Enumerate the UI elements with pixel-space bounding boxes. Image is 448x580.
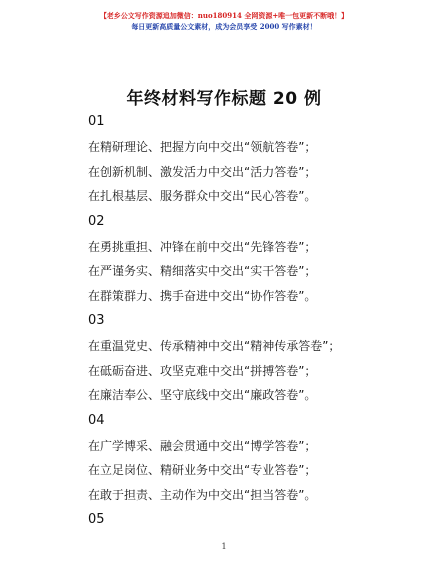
section-number: 04	[88, 412, 105, 428]
header-banner	[0, 10, 448, 32]
paragraph-line: 在敢于担责、主动作为中交出“担当答卷”。	[88, 487, 317, 502]
document-title: 年终材料写作标题 20 例	[126, 89, 322, 109]
banner-subtitle-line: 每日更新高质量公文素材，成为会员享受 2000 写作素材！	[131, 22, 317, 31]
paragraph-line: 在群策群力、携手奋进中交出“协作答卷”。	[88, 288, 317, 303]
section-number: 03	[88, 313, 105, 328]
paragraph-line: 在精研理论、把握方向中交出“领航答卷”；	[88, 140, 317, 154]
paragraph-line: 在创新机制、激发活力中交出“活力答卷”；	[88, 164, 317, 179]
page-number: 1	[221, 542, 227, 551]
banner-promo-line: 【老乡公文写作资源追加微信：nuo180914 全网资源+唯一包更新不断哦！】	[99, 11, 349, 20]
paragraph-line: 在勇挑重担、冲锋在前中交出“先锋答卷”；	[88, 239, 317, 254]
paragraph-line: 在立足岗位、精研业务中交出“专业答卷”；	[88, 463, 317, 477]
section-number: 05	[88, 512, 105, 527]
paragraph-line: 在扎根基层、服务群众中交出“民心答卷”。	[88, 189, 317, 203]
section-number: 02	[88, 213, 105, 229]
paragraph-line: 在廉洁奉公、坚守底线中交出“廉政答卷”。	[88, 388, 317, 402]
document-body	[88, 109, 428, 533]
paragraph-line: 在砥砺奋进、攻坚克难中交出“拼搏答卷”；	[88, 363, 317, 378]
paragraph-line: 在重温党史、传承精神中交出“精神传承答卷”；	[88, 339, 341, 353]
paragraph-line: 在严谨务实、精细落实中交出“实干答卷”；	[88, 264, 317, 278]
section-number: 01	[88, 114, 105, 129]
paragraph-line: 在广学博采、融会贯通中交出“博学答卷”；	[88, 438, 317, 453]
